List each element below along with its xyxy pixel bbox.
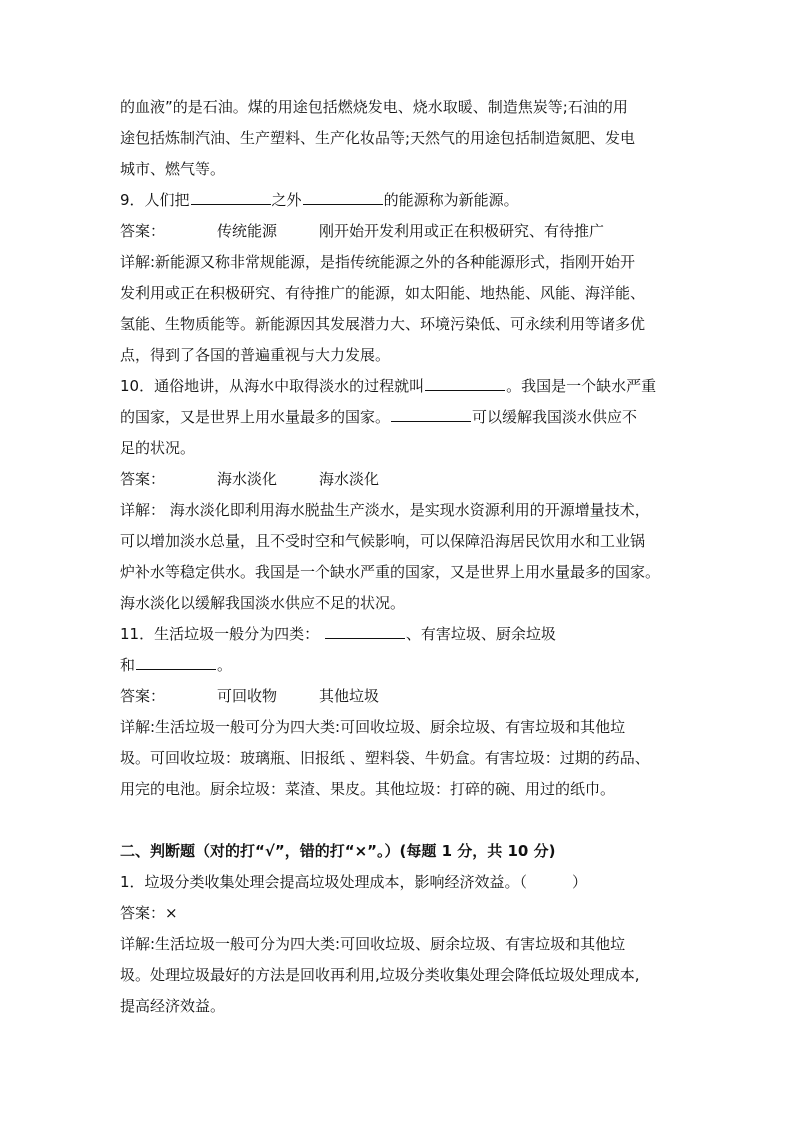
question-text: 的能源称为新能源。 bbox=[383, 191, 519, 209]
question-text: 足的状况。 bbox=[120, 439, 196, 457]
answer-value: 海水淡化 bbox=[319, 470, 380, 488]
explanation-line: 详解:生活垃圾一般可分为四大类:可回收垃圾、厨余垃圾、有害垃圾和其他垃 bbox=[120, 935, 626, 953]
question-text: 之外 bbox=[271, 191, 302, 209]
answer-blank bbox=[391, 406, 471, 422]
explanation-line: 圾。可回收垃圾：玻璃瓶、旧报纸 、塑料袋、牛奶盒。有害垃圾：过期的药品、 bbox=[120, 749, 650, 767]
question-11 bbox=[120, 619, 684, 650]
question-text: 、有害垃圾、厨余垃圾 bbox=[405, 625, 556, 643]
question-10-cont bbox=[120, 402, 684, 433]
answer-value: 其他垃圾 bbox=[319, 687, 380, 705]
answer-line bbox=[120, 216, 684, 247]
answer-label: 答案： bbox=[120, 470, 166, 488]
explanation-line: 详解： 海水淡化即利用海水脱盐生产淡水，是实现水资源利用的开源增量技术， bbox=[120, 501, 650, 519]
text-line: 途包括炼制汽油、生产塑料、生产化妆品等;天然气的用途包括制造氮肥、发电 bbox=[120, 129, 636, 147]
document-content bbox=[120, 92, 684, 1022]
explanation-line: 炉补水等稳定供水。我国是一个缺水严重的国家，又是世界上用水量最多的国家。 bbox=[120, 563, 661, 581]
question-text: 的国家，又是世界上用水量最多的国家。 bbox=[120, 408, 391, 426]
question-9 bbox=[120, 185, 684, 216]
explanation-line: 海水淡化以缓解我国淡水供应不足的状况。 bbox=[120, 594, 406, 612]
explanation-line: 发利用或正在积极研究、有待推广的能源，如太阳能、地热能、风能、海洋能、 bbox=[120, 284, 646, 302]
answer-line bbox=[120, 681, 684, 712]
answer-value: 刚开始开发利用或正在积极研究、有待推广 bbox=[319, 222, 605, 240]
explanation-line: 点，得到了各国的普遍重视与大力发展。 bbox=[120, 346, 391, 364]
answer-label: 答案： bbox=[120, 222, 166, 240]
explanation-line: 氢能、生物质能等。新能源因其发展潜力大、环境污染低、可永续利用等诸多优 bbox=[120, 315, 646, 333]
judge-question-1: 1．垃圾分类收集处理会提高垃圾处理成本，影响经济效益。（ ） bbox=[120, 873, 588, 891]
question-text: 9．人们把 bbox=[120, 191, 190, 209]
answer-line: 答案：× bbox=[120, 904, 178, 922]
explanation-line: 提高经济效益。 bbox=[120, 997, 226, 1015]
answer-label: 答案： bbox=[120, 687, 166, 705]
answer-line bbox=[120, 464, 684, 495]
explanation-line: 用完的电池。厨余垃圾：菜渣、果皮。其他垃圾：打碎的碗、用过的纸巾。 bbox=[120, 780, 616, 798]
answer-blank bbox=[191, 189, 271, 205]
answer-blank bbox=[136, 654, 216, 670]
answer-value: 可回收物 bbox=[217, 687, 278, 705]
explanation-line: 圾。处理垃圾最好的方法是回收再利用,垃圾分类收集处理会降低垃圾处理成本, bbox=[120, 966, 640, 984]
answer-blank bbox=[303, 189, 383, 205]
question-text: 11．生活垃圾一般分为四类： bbox=[120, 625, 320, 643]
explanation-line: 可以增加淡水总量，且不受时空和气候影响，可以保障沿海居民饮用水和工业锅 bbox=[120, 532, 646, 550]
question-10 bbox=[120, 371, 684, 402]
question-text: 可以缓解我国淡水供应不 bbox=[472, 408, 638, 426]
question-text: 10．通俗地讲，从海水中取得淡水的过程就叫 bbox=[120, 377, 425, 395]
text-line: 的血液”的是石油。煤的用途包括燃烧发电、烧水取暖、制造焦炭等;石油的用 bbox=[120, 98, 628, 116]
text-line: 城市、燃气等。 bbox=[120, 160, 226, 178]
question-text: 和 bbox=[120, 656, 136, 674]
answer-blank bbox=[325, 623, 405, 639]
question-text: 。我国是一个缺水严重 bbox=[506, 377, 657, 395]
answer-blank bbox=[425, 375, 505, 391]
question-text: 。 bbox=[217, 656, 233, 674]
question-11-cont bbox=[120, 650, 684, 681]
explanation-line: 详解:生活垃圾一般可分为四大类:可回收垃圾、厨余垃圾、有害垃圾和其他垃 bbox=[120, 718, 626, 736]
section-heading: 二、判断题（对的打“√”，错的打“×”。）(每题 1 分，共 10 分) bbox=[120, 842, 556, 860]
explanation-line: 详解:新能源又称非常规能源，是指传统能源之外的各种能源形式，指刚开始开 bbox=[120, 253, 636, 271]
answer-value: 传统能源 bbox=[217, 222, 278, 240]
answer-value: 海水淡化 bbox=[217, 470, 278, 488]
